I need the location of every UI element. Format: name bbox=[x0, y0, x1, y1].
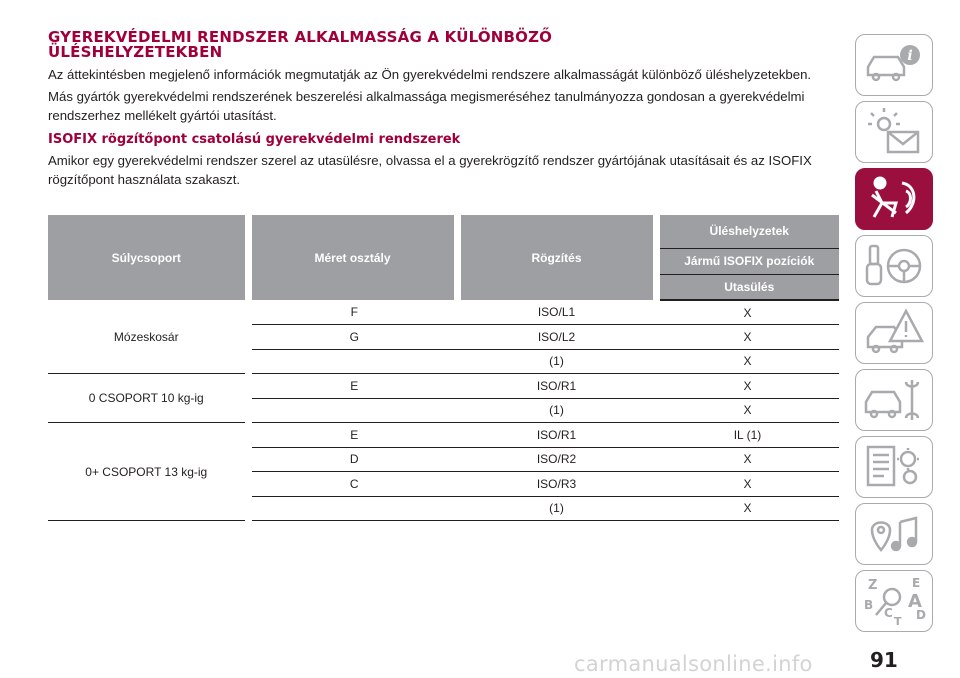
size-cell bbox=[248, 496, 457, 521]
header-weight-group: Súlycsoport bbox=[48, 215, 248, 300]
fixture-cell: (1) bbox=[457, 398, 656, 423]
car-maintenance-icon bbox=[862, 374, 926, 426]
header-size-class: Méret osztály bbox=[248, 215, 457, 300]
weight-group-cell: 0 CSOPORT 10 kg-ig bbox=[48, 374, 248, 423]
isofix-suitability-table bbox=[48, 215, 839, 521]
passenger-cell: X bbox=[656, 349, 839, 374]
svg-text:i: i bbox=[907, 48, 913, 64]
weight-group-cell: 0+ CSOPORT 13 kg-ig bbox=[48, 423, 248, 521]
tab-safety[interactable] bbox=[855, 168, 933, 230]
key-steering-icon bbox=[862, 240, 926, 292]
size-cell bbox=[248, 349, 457, 374]
passenger-cell: X bbox=[656, 325, 839, 350]
index-letter: Z bbox=[868, 578, 878, 593]
index-icon bbox=[862, 575, 926, 627]
intro-paragraph-2: Más gyártók gyerekvédelmi rendszerének beszerelési alkalmassága megismeréséhez tanulmányozza gondosan a gyerekvédelmi rendszerhez mellékelt gyártói utasítást. bbox=[48, 89, 805, 123]
size-cell bbox=[248, 398, 457, 423]
page-title-line-2: ÜLÉSHELYZETEKBEN bbox=[48, 43, 223, 61]
fixture-cell: (1) bbox=[457, 496, 656, 521]
size-cell: G bbox=[248, 325, 457, 350]
passenger-cell: X bbox=[656, 496, 839, 521]
fixture-cell: ISO/L1 bbox=[457, 300, 656, 325]
tab-multimedia[interactable] bbox=[855, 503, 933, 565]
chapter-sidebar bbox=[853, 0, 960, 678]
passenger-cell: X bbox=[656, 398, 839, 423]
dashboard-lights-icon bbox=[862, 106, 926, 158]
watermark: carmanualsonline.info bbox=[574, 652, 813, 676]
fixture-cell: ISO/R1 bbox=[457, 423, 656, 448]
passenger-cell: X bbox=[656, 472, 839, 497]
header-passenger-seat: Utasülés bbox=[656, 274, 839, 300]
tab-index[interactable] bbox=[855, 570, 933, 632]
multimedia-icon bbox=[862, 508, 926, 560]
page-title-line-1: GYEREKVÉDELMI RENDSZER ALKALMASSÁG A KÜLÖNBÖZŐ bbox=[48, 28, 553, 46]
safety-airbag-icon bbox=[862, 173, 926, 225]
section-paragraph: Amikor egy gyerekvédelmi rendszer szerel az utasülésre, olvassa el a gyerekrögzítő rendszer gyártójának utasításait és az ISOFIX rögzítőpont használata szakaszt. bbox=[48, 153, 812, 187]
fixture-cell: (1) bbox=[457, 349, 656, 374]
fixture-cell: ISO/R2 bbox=[457, 447, 656, 472]
tab-technical-data[interactable] bbox=[855, 436, 933, 498]
emergency-icon bbox=[862, 307, 926, 359]
fixture-cell: ISO/L2 bbox=[457, 325, 656, 350]
size-cell: F bbox=[248, 300, 457, 325]
passenger-cell: X bbox=[656, 300, 839, 325]
passenger-cell: X bbox=[656, 374, 839, 399]
tab-car-maintenance[interactable] bbox=[855, 369, 933, 431]
index-letter: D bbox=[916, 608, 926, 622]
index-letter: B bbox=[864, 598, 874, 612]
header-seat-positions: Üléshelyzetek bbox=[656, 215, 839, 248]
intro-paragraph-1: Az áttekintésben megjelenő információk megmutatják az Ön gyerekvédelmi rendszere alkalmasságát különböző üléshelyzetekben. bbox=[48, 67, 812, 82]
table-row bbox=[48, 300, 839, 325]
table-row bbox=[48, 423, 839, 448]
technical-data-icon bbox=[862, 441, 926, 493]
table-row bbox=[48, 374, 839, 399]
passenger-cell: IL (1) bbox=[656, 423, 839, 448]
car-info-icon bbox=[862, 39, 926, 91]
size-cell: E bbox=[248, 423, 457, 448]
page-title bbox=[48, 30, 840, 60]
header-vehicle-isofix: Jármű ISOFIX pozíciók bbox=[656, 248, 839, 274]
header-fixture: Rögzítés bbox=[457, 215, 656, 300]
main-content bbox=[48, 30, 840, 189]
size-cell: D bbox=[248, 447, 457, 472]
index-letter: E bbox=[912, 576, 921, 590]
index-letter: A bbox=[908, 591, 922, 612]
fixture-cell: ISO/R1 bbox=[457, 374, 656, 399]
passenger-cell: X bbox=[656, 447, 839, 472]
tab-key-steering[interactable] bbox=[855, 235, 933, 297]
size-cell: C bbox=[248, 472, 457, 497]
fixture-cell: ISO/R3 bbox=[457, 472, 656, 497]
tab-emergency[interactable] bbox=[855, 302, 933, 364]
page-number: 91 bbox=[870, 648, 898, 672]
tab-car-info[interactable] bbox=[855, 34, 933, 96]
size-cell: E bbox=[248, 374, 457, 399]
weight-group-cell: Mózeskosár bbox=[48, 300, 248, 374]
index-letter: T bbox=[894, 615, 902, 627]
tab-dashboard-lights[interactable] bbox=[855, 101, 933, 163]
index-letter: C bbox=[884, 606, 893, 620]
section-heading: ISOFIX rögzítőpont csatolású gyerekvédelmi rendszerek bbox=[48, 132, 461, 147]
